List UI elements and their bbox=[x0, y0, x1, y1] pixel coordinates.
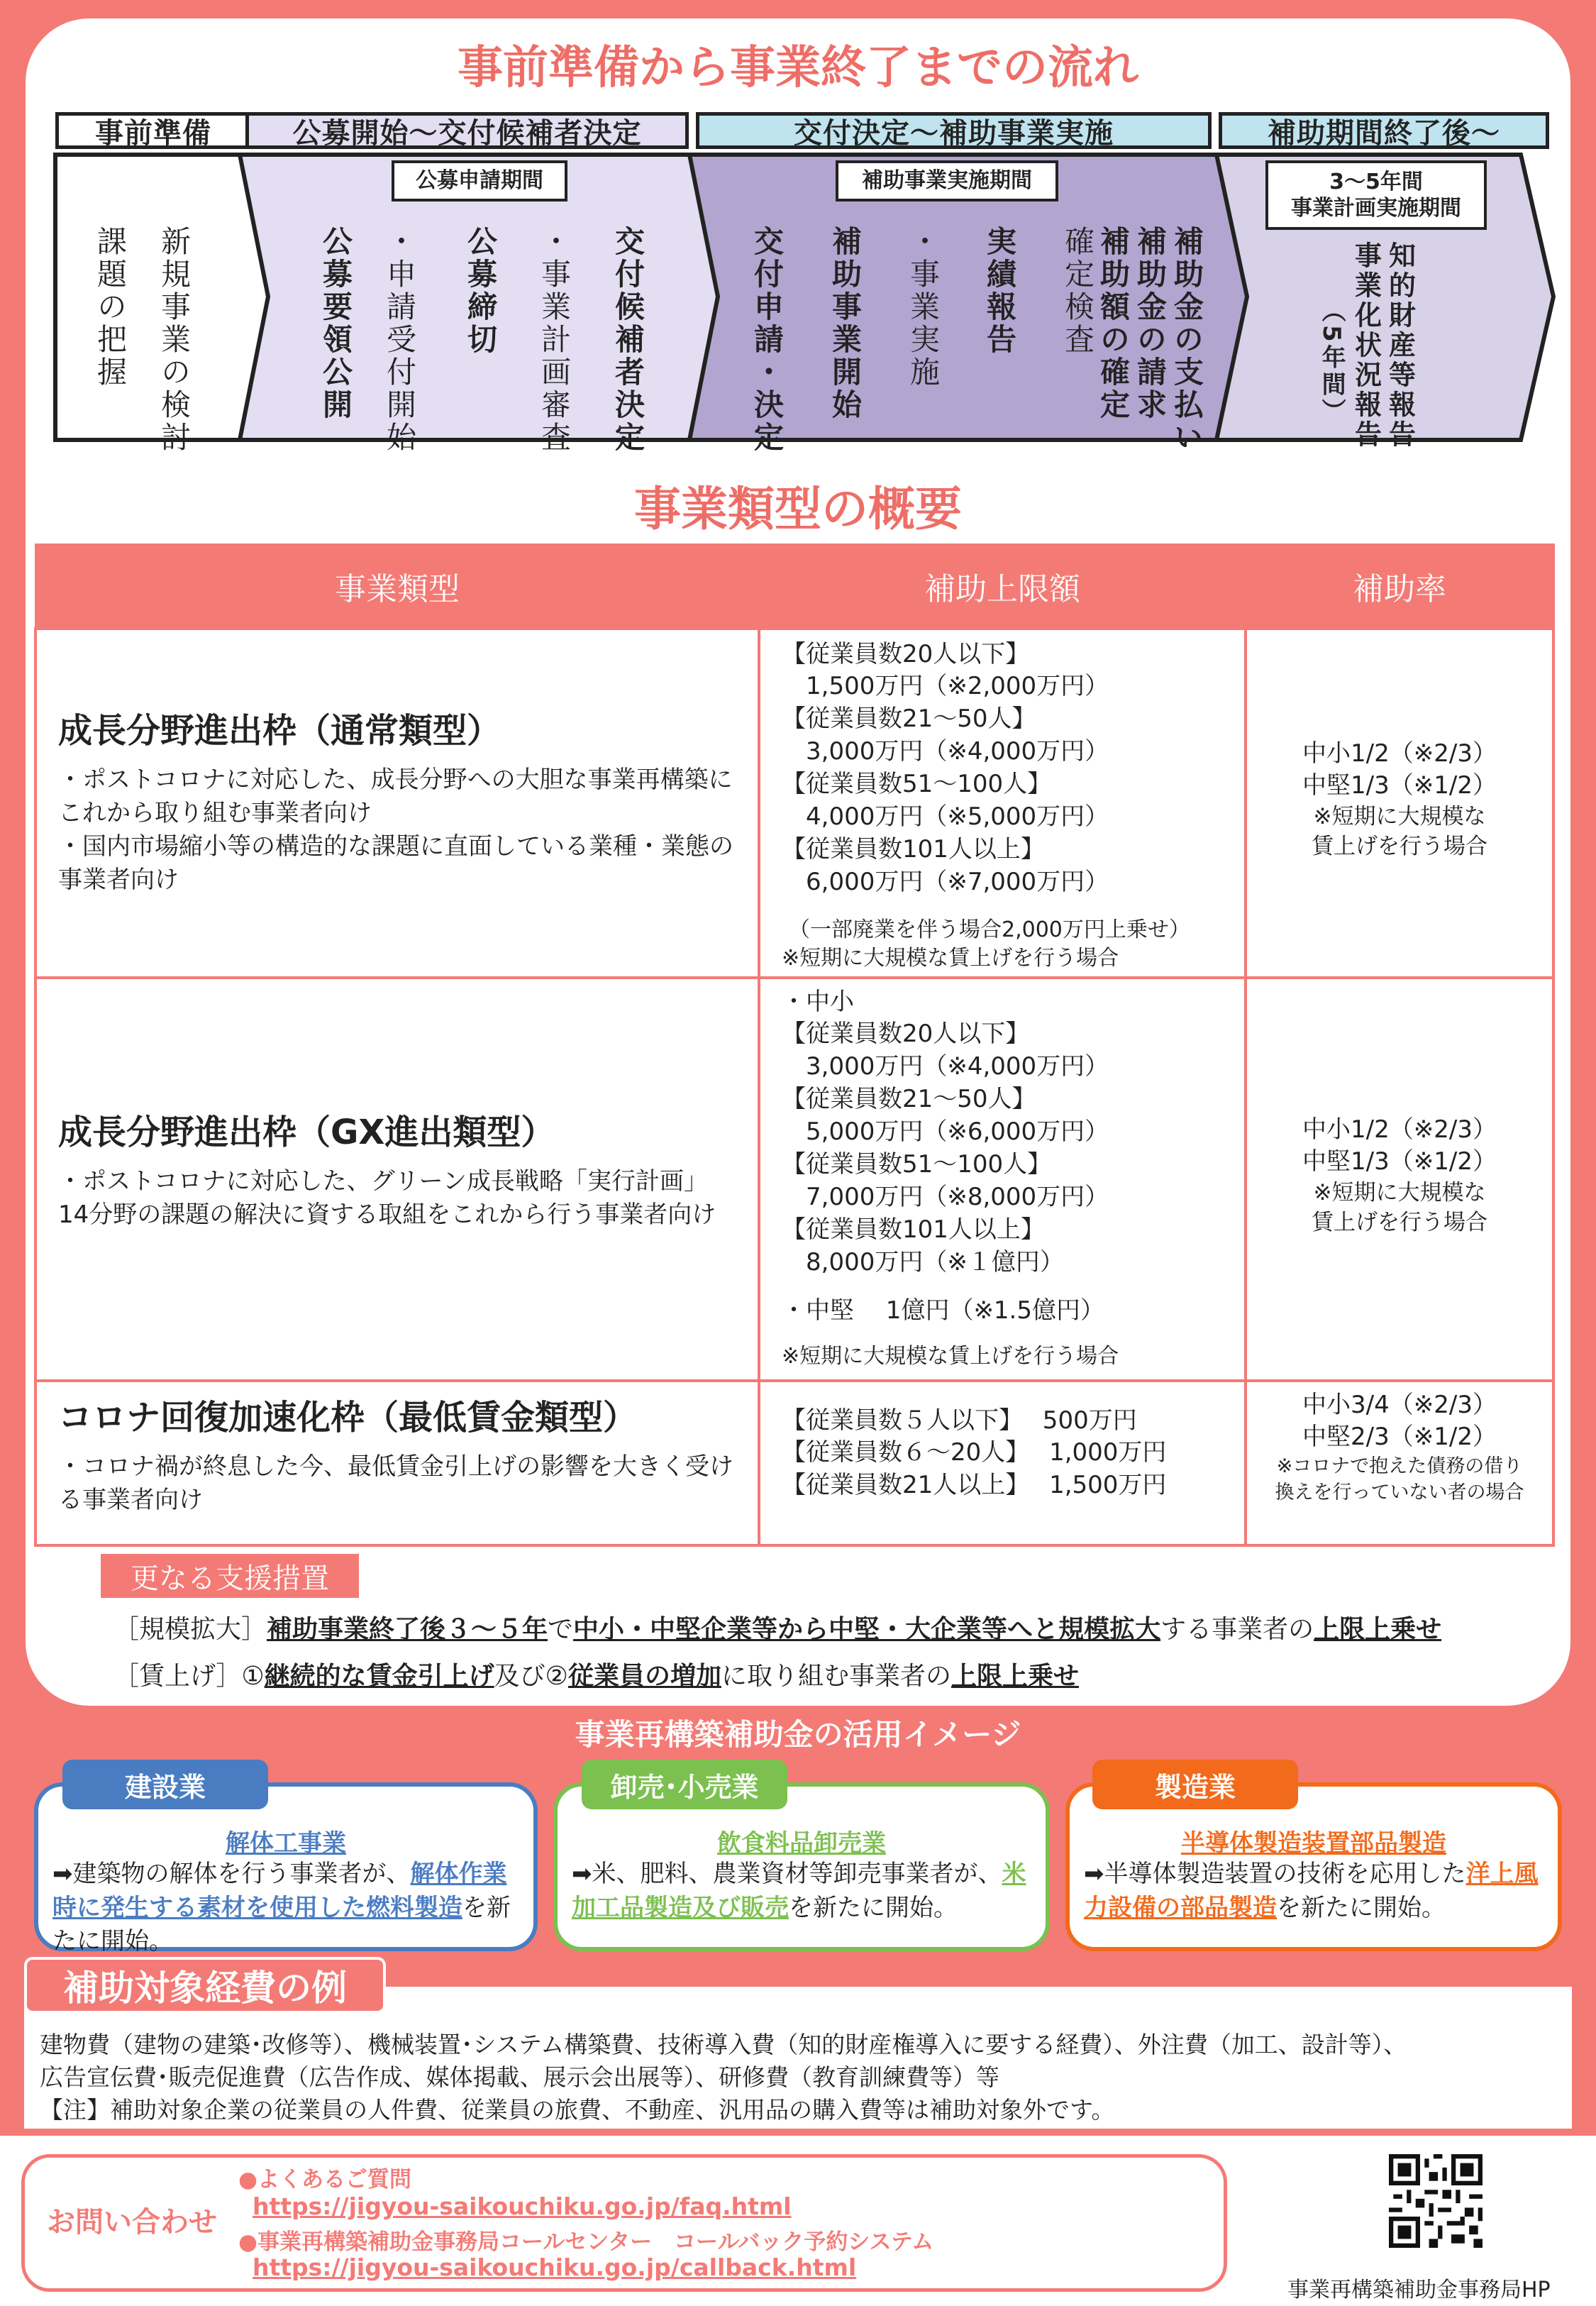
support-wage-line bbox=[113, 1656, 1079, 1692]
type-name: 成長分野進出枠（通常類型） bbox=[58, 710, 501, 751]
amount-note: （一部廃業を伴う場合2,000万円上乗せ） bbox=[789, 917, 1190, 942]
period-plan-years: 3～5年間 bbox=[1329, 169, 1423, 194]
type-name: 成長分野進出枠（GX進出類型） bbox=[58, 1112, 555, 1152]
amount-line: 7,000万円（※8,000万円） bbox=[806, 1182, 1109, 1211]
step-inspection: 確定検査 bbox=[1060, 226, 1096, 356]
rate-line: 中小3/4（※2/3） bbox=[1302, 1390, 1497, 1419]
costs-line-2: 広告宣伝費･販売促進費（広告作成、媒体掲載、展示会出展等）、研修費（教育訓練費等）等 bbox=[40, 2063, 999, 2091]
step-new-business: 新規事業の検討 bbox=[157, 226, 192, 454]
step-implement: ・事業実施 bbox=[906, 226, 941, 389]
step-status-report: 事業化状況報告 bbox=[1350, 241, 1382, 450]
amount-mid: ・中堅 1億円（※1.5億円） bbox=[782, 1296, 1104, 1325]
rate-note: 換えを行っていない者の場合 bbox=[1275, 1481, 1524, 1504]
type-cell bbox=[35, 978, 759, 1381]
rate-note: ※短期に大規模な bbox=[1313, 1180, 1486, 1206]
type-name: コロナ回復加速化枠（最低賃金類型） bbox=[58, 1397, 638, 1438]
amount-line: 【従業員数21人以上】 1,500万円 bbox=[782, 1471, 1167, 1500]
phase-after: 補助期間終了後～ bbox=[1219, 112, 1549, 149]
support-emph: 上限上乗せ bbox=[1314, 1615, 1442, 1644]
example-label-construction: 建設業 bbox=[62, 1760, 268, 1809]
support-emph: 上限上乗せ bbox=[951, 1662, 1079, 1691]
amount-line: 【従業員数20人以下】 bbox=[782, 639, 1030, 668]
rate-line: 中堅1/3（※1/2） bbox=[1302, 771, 1497, 800]
limit-cell bbox=[759, 978, 1246, 1381]
step-claim: 補助金の請求 bbox=[1133, 226, 1168, 421]
support-text: で bbox=[548, 1615, 574, 1644]
amount-line: ・中小 bbox=[782, 987, 854, 1016]
examples-title: 事業再構築補助金の活用イメージ bbox=[575, 1717, 1021, 1752]
support-emph: 継続的な賃金引上げ bbox=[264, 1662, 494, 1691]
type-desc: ・コロナ禍が終息した今、最低賃金引上げの影響を大きく受ける事業者向け bbox=[58, 1452, 733, 1515]
phase-grant: 交付決定～補助事業実施 bbox=[696, 112, 1212, 149]
support-text: 及び② bbox=[494, 1662, 568, 1691]
step-grant-apply: 交付申請・決定 bbox=[750, 226, 785, 454]
example-text: ➡建築物の解体を行う事業者が、 bbox=[52, 1860, 411, 1888]
step-plan-review: ・事業計画審査 bbox=[537, 226, 572, 454]
amount-line: 【従業員数101人以上】 bbox=[782, 1215, 1045, 1244]
amount-line: 1,500万円（※2,000万円） bbox=[806, 672, 1109, 701]
header-rate: 補助率 bbox=[1246, 545, 1553, 629]
period-implementation bbox=[836, 160, 1058, 202]
type-desc: ・ポストコロナに対応した、成長分野への大胆な事業再構築にこれから取り組む事業者向け bbox=[58, 766, 733, 828]
amount-line: 【従業員数20人以下】 bbox=[782, 1020, 1030, 1049]
rate-cell bbox=[1246, 978, 1553, 1381]
phase-preparation: 事前準備 bbox=[55, 112, 251, 149]
example-body bbox=[1084, 1858, 1544, 1925]
rate-line: 中堅2/3（※1/2） bbox=[1302, 1423, 1497, 1452]
example-text: を新たに開始。 bbox=[789, 1893, 958, 1922]
rate-note: 賃上げを行う場合 bbox=[1312, 834, 1487, 860]
step-amount-fix: 補助額の確定 bbox=[1096, 226, 1131, 421]
amount-line: 【従業員数101人以上】 bbox=[782, 834, 1045, 864]
support-scale-line bbox=[113, 1609, 1441, 1645]
step-grant-candidate: 交付候補者決定 bbox=[611, 226, 646, 454]
header-limit: 補助上限額 bbox=[759, 545, 1246, 629]
amount-line: 【従業員数６～20人】 1,000万円 bbox=[782, 1438, 1167, 1467]
example-text: ➡半導体製造装置の技術を応用した bbox=[1084, 1860, 1466, 1888]
amount-line: 【従業員数51～100人】 bbox=[782, 1149, 1052, 1179]
amount-line: 【従業員数５人以下】 500万円 bbox=[782, 1406, 1137, 1435]
rate-note: 賃上げを行う場合 bbox=[1312, 1210, 1487, 1236]
limit-cell bbox=[759, 629, 1246, 978]
costs-title: 補助対象経費の例 bbox=[24, 1957, 386, 2014]
summary-table bbox=[34, 544, 1555, 1547]
rate-line: 中小1/2（※2/3） bbox=[1302, 739, 1497, 768]
qr-code-icon[interactable] bbox=[1389, 2154, 1483, 2248]
example-text: を新たに開始。 bbox=[52, 1893, 511, 1956]
costs-line-1: 建物費（建物の建築･改修等）、機械装置･システム構築費、技術導入費（知的財産権導入に要する経費）、外注費（加工、設計等）、 bbox=[40, 2031, 1407, 2058]
example-body bbox=[52, 1858, 519, 1959]
example-head: 解体工事業 bbox=[226, 1829, 346, 1858]
period-plan-label: 事業計画実施期間 bbox=[1291, 196, 1461, 221]
contact-label: お問い合わせ bbox=[47, 2206, 217, 2239]
support-text: ［規模拡大］ bbox=[113, 1615, 267, 1644]
amount-line: 5,000万円（※6,000万円） bbox=[806, 1118, 1109, 1147]
amount-note: ※短期に大規模な賃上げを行う場合 bbox=[782, 946, 1119, 971]
type-cell bbox=[35, 1381, 759, 1545]
table-row bbox=[35, 1381, 1553, 1545]
rate-line: 中堅1/3（※1/2） bbox=[1302, 1147, 1497, 1176]
example-body bbox=[572, 1858, 1031, 1925]
period-application: 公募申請期間 bbox=[392, 160, 567, 202]
rate-cell bbox=[1246, 629, 1553, 978]
example-label-wholesale: 卸売･小売業 bbox=[582, 1760, 787, 1809]
header-type: 事業類型 bbox=[35, 545, 759, 629]
step-payment: 補助金の支払い bbox=[1170, 226, 1205, 454]
amount-line: 8,000万円（※１億円） bbox=[806, 1247, 1064, 1276]
amount-line: 3,000万円（※4,000万円） bbox=[806, 1052, 1109, 1081]
type-desc: ・ポストコロナに対応した、グリーン成長戦略「実行計画」14分野の課題の解決に資する取組をこれから行う事業者向け bbox=[58, 1167, 716, 1230]
table-row bbox=[35, 629, 1553, 978]
example-text: ➡米、肥料、農業資材等卸売事業者が、 bbox=[572, 1860, 1002, 1888]
faq-label: ●よくあるご質問 bbox=[238, 2167, 412, 2192]
rate-note: ※コロナで抱えた債務の借り bbox=[1276, 1455, 1523, 1478]
support-text: に取り組む事業者の bbox=[721, 1662, 951, 1691]
example-head: 半導体製造装置部品製造 bbox=[1181, 1829, 1446, 1858]
summary-title: 事業類型の概要 bbox=[634, 482, 962, 536]
step-report: 実績報告 bbox=[982, 226, 1018, 356]
step-five-years: （5年間） bbox=[1317, 298, 1346, 426]
support-text: ［賃上げ］① bbox=[113, 1662, 265, 1691]
amount-line: 【従業員数21～50人】 bbox=[782, 1085, 1036, 1114]
support-emph: 中小・中堅企業等から中堅・大企業等へと規模拡大 bbox=[573, 1615, 1161, 1644]
step-ip-report: 知的財産等報告 bbox=[1384, 241, 1416, 450]
limit-cell bbox=[759, 1381, 1246, 1545]
amount-note: ※短期に大規模な賃上げを行う場合 bbox=[782, 1344, 1119, 1369]
rate-line: 中小1/2（※2/3） bbox=[1302, 1115, 1497, 1144]
phase-application: 公募開始～交付候補者決定 bbox=[245, 112, 689, 149]
table-row bbox=[35, 978, 1553, 1381]
example-emph: 洋上風力設備の部品製造 bbox=[1084, 1860, 1539, 1922]
amount-line: 【従業員数21～50人】 bbox=[782, 705, 1036, 734]
step-issue: 課題の把握 bbox=[93, 226, 128, 389]
step-accept: ・申請受付開始 bbox=[382, 226, 418, 454]
example-emph: 解体作業時に発生する素材を使用した燃料製造 bbox=[52, 1860, 507, 1922]
support-emph: 補助事業終了後３～５年 bbox=[267, 1615, 548, 1644]
example-label-manufacturing: 製造業 bbox=[1092, 1760, 1298, 1809]
support-label: 更なる支援措置 bbox=[101, 1554, 359, 1598]
example-emph: 米加工品製造及び販売 bbox=[572, 1860, 1026, 1922]
amount-line: 6,000万円（※7,000万円） bbox=[806, 867, 1109, 896]
callback-link[interactable]: https://jigyou-saikouchiku.go.jp/callback.html bbox=[253, 2253, 857, 2281]
costs-line-3: 【注】補助対象企業の従業員の人件費、従業員の旅費、不動産、汎用品の購入費等は補助対象外です。 bbox=[40, 2096, 1115, 2124]
step-start: 補助事業開始 bbox=[828, 226, 863, 421]
faq-link[interactable]: https://jigyou-saikouchiku.go.jp/faq.html bbox=[253, 2192, 792, 2220]
type-desc: ・国内市場縮小等の構造的な課題に直面している業種・業態の事業者向け bbox=[58, 832, 733, 895]
callcenter-label: ●事業再構築補助金事務局コールセンター コールバック予約システム bbox=[238, 2229, 934, 2255]
support-emph: 従業員の増加 bbox=[567, 1662, 721, 1691]
summary-header-row bbox=[35, 545, 1553, 629]
example-text: を新たに開始。 bbox=[1277, 1893, 1446, 1922]
step-announce: 公募要領公開 bbox=[318, 226, 354, 421]
hp-label: 事業再構築補助金事務局HP bbox=[1287, 2278, 1551, 2302]
rate-note: ※短期に大規模な bbox=[1313, 804, 1486, 830]
step-deadline: 公募締切 bbox=[463, 226, 499, 356]
period-implementation-label: 補助事業実施期間 bbox=[862, 168, 1032, 194]
amount-line: 【従業員数51～100人】 bbox=[782, 770, 1052, 799]
type-cell bbox=[35, 629, 759, 978]
example-head: 飲食料品卸売業 bbox=[717, 1829, 886, 1858]
flow-title: 事前準備から事業終了までの流れ bbox=[458, 42, 1138, 94]
amount-line: 3,000万円（※4,000万円） bbox=[806, 737, 1109, 766]
period-plan bbox=[1265, 160, 1487, 230]
amount-line: 4,000万円（※5,000万円） bbox=[806, 802, 1109, 831]
support-text: する事業者の bbox=[1160, 1615, 1314, 1644]
rate-cell bbox=[1246, 1381, 1553, 1545]
